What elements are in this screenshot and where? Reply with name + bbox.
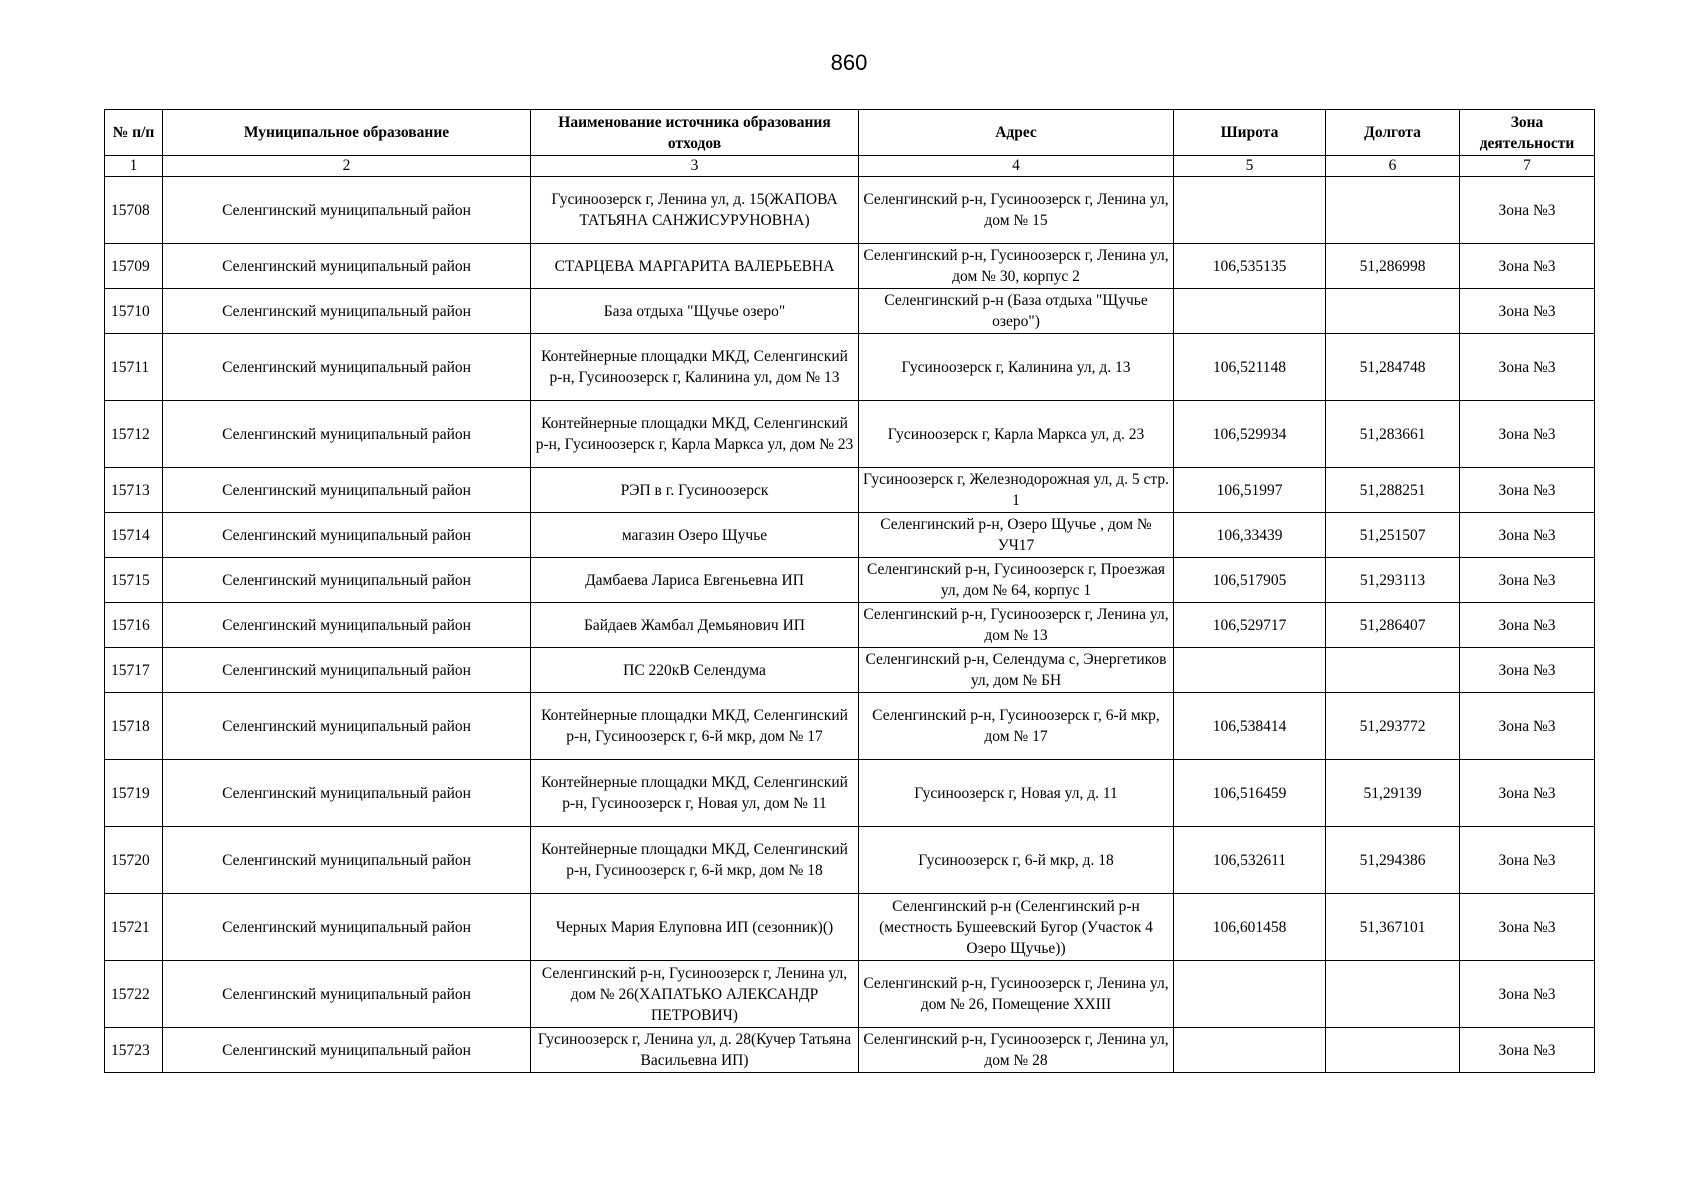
municipality-cell: Селенгинский муниципальный район (163, 961, 531, 1028)
longitude-cell: 51,286407 (1326, 603, 1460, 648)
source-cell: База отдыха "Щучье озеро" (531, 289, 859, 334)
row-number-cell: 15719 (105, 760, 163, 827)
municipality-cell: Селенгинский муниципальный район (163, 693, 531, 760)
address-cell: Гусиноозерск г, Калинина ул, д. 13 (859, 334, 1174, 401)
source-cell: Черных Мария Елуповна ИП (сезонник)() (531, 894, 859, 961)
latitude-cell (1174, 1028, 1326, 1073)
zone-cell: Зона №3 (1460, 177, 1595, 244)
row-number-cell: 15723 (105, 1028, 163, 1073)
source-cell: Селенгинский р-н, Гусиноозерск г, Ленина ул, дом № 26(ХАПАТЬКО АЛЕКСАНДР ПЕТРОВИЧ) (531, 961, 859, 1028)
table-row (105, 603, 1595, 648)
page-number: 860 (830, 50, 868, 75)
zone-cell: Зона №3 (1460, 648, 1595, 693)
municipality-cell: Селенгинский муниципальный район (163, 401, 531, 468)
waste-sources-table (104, 109, 1595, 1073)
col-header-number: № п/п (105, 110, 163, 156)
source-cell: Гусиноозерск г, Ленина ул, д. 15(ЖАПОВА ТАТЬЯНА САНЖИСУРУНОВНА) (531, 177, 859, 244)
table-row (105, 1028, 1595, 1073)
municipality-cell: Селенгинский муниципальный район (163, 513, 531, 558)
address-cell: Селенгинский р-н, Гусиноозерск г, Ленина ул, дом № 26, Помещение XXIII (859, 961, 1174, 1028)
col-header-source: Наименование источника образования отходов (531, 110, 859, 156)
municipality-cell: Селенгинский муниципальный район (163, 177, 531, 244)
zone-cell: Зона №3 (1460, 468, 1595, 513)
zone-cell: Зона №3 (1460, 289, 1595, 334)
source-cell: Контейнерные площадки МКД, Селенгинский р-н, Гусиноозерск г, Калинина ул, дом № 13 (531, 334, 859, 401)
column-number: 7 (1460, 156, 1595, 177)
address-cell: Селенгинский р-н (База отдыха "Щучье озеро") (859, 289, 1174, 334)
row-number-cell: 15709 (105, 244, 163, 289)
table-row (105, 760, 1595, 827)
address-cell: Гусиноозерск г, 6-й мкр, д. 18 (859, 827, 1174, 894)
zone-cell: Зона №3 (1460, 513, 1595, 558)
longitude-cell: 51,29139 (1326, 760, 1460, 827)
address-cell: Селенгинский р-н, Гусиноозерск г, Проезжая ул, дом № 64, корпус 1 (859, 558, 1174, 603)
zone-cell: Зона №3 (1460, 827, 1595, 894)
zone-cell: Зона №3 (1460, 334, 1595, 401)
row-number-cell: 15717 (105, 648, 163, 693)
table-row (105, 961, 1595, 1028)
source-cell: РЭП в г. Гусиноозерск (531, 468, 859, 513)
latitude-cell (1174, 648, 1326, 693)
zone-cell: Зона №3 (1460, 603, 1595, 648)
source-cell: ПС 220кВ Селендума (531, 648, 859, 693)
address-cell: Селенгинский р-н, Гусиноозерск г, Ленина ул, дом № 15 (859, 177, 1174, 244)
municipality-cell: Селенгинский муниципальный район (163, 289, 531, 334)
table-row (105, 558, 1595, 603)
column-number: 2 (163, 156, 531, 177)
latitude-cell: 106,532611 (1174, 827, 1326, 894)
source-cell: СТАРЦЕВА МАРГАРИТА ВАЛЕРЬЕВНА (531, 244, 859, 289)
municipality-cell: Селенгинский муниципальный район (163, 334, 531, 401)
zone-cell: Зона №3 (1460, 558, 1595, 603)
address-cell: Селенгинский р-н, Гусиноозерск г, Ленина ул, дом № 13 (859, 603, 1174, 648)
row-number-cell: 15712 (105, 401, 163, 468)
longitude-cell: 51,284748 (1326, 334, 1460, 401)
address-cell: Селенгинский р-н, Гусиноозерск г, 6-й мкр, дом № 17 (859, 693, 1174, 760)
latitude-cell: 106,535135 (1174, 244, 1326, 289)
column-number-row (105, 156, 1595, 177)
address-cell: Селенгинский р-н, Гусиноозерск г, Ленина ул, дом № 30, корпус 2 (859, 244, 1174, 289)
column-number: 1 (105, 156, 163, 177)
municipality-cell: Селенгинский муниципальный район (163, 468, 531, 513)
row-number-cell: 15708 (105, 177, 163, 244)
municipality-cell: Селенгинский муниципальный район (163, 894, 531, 961)
header-row (105, 110, 1595, 156)
row-number-cell: 15716 (105, 603, 163, 648)
latitude-cell: 106,521148 (1174, 334, 1326, 401)
table-row (105, 894, 1595, 961)
table-row (105, 468, 1595, 513)
zone-cell: Зона №3 (1460, 401, 1595, 468)
col-header-longitude: Долгота (1326, 110, 1460, 156)
longitude-cell (1326, 648, 1460, 693)
municipality-cell: Селенгинский муниципальный район (163, 244, 531, 289)
latitude-cell (1174, 961, 1326, 1028)
column-number: 6 (1326, 156, 1460, 177)
longitude-cell (1326, 177, 1460, 244)
table-row (105, 334, 1595, 401)
source-cell: Контейнерные площадки МКД, Селенгинский р-н, Гусиноозерск г, Новая ул, дом № 11 (531, 760, 859, 827)
source-cell: магазин Озеро Щучье (531, 513, 859, 558)
source-cell: Байдаев Жамбал Демьянович ИП (531, 603, 859, 648)
table-row (105, 648, 1595, 693)
source-cell: Контейнерные площадки МКД, Селенгинский р-н, Гусиноозерск г, 6-й мкр, дом № 17 (531, 693, 859, 760)
longitude-cell: 51,283661 (1326, 401, 1460, 468)
latitude-cell: 106,33439 (1174, 513, 1326, 558)
latitude-cell: 106,51997 (1174, 468, 1326, 513)
zone-cell: Зона №3 (1460, 244, 1595, 289)
longitude-cell (1326, 961, 1460, 1028)
table-row (105, 289, 1595, 334)
source-cell: Контейнерные площадки МКД, Селенгинский р-н, Гусиноозерск г, 6-й мкр, дом № 18 (531, 827, 859, 894)
table-row (105, 177, 1595, 244)
longitude-cell: 51,251507 (1326, 513, 1460, 558)
address-cell: Селенгинский р-н, Озеро Щучье , дом № УЧ17 (859, 513, 1174, 558)
zone-cell: Зона №3 (1460, 1028, 1595, 1073)
latitude-cell: 106,517905 (1174, 558, 1326, 603)
zone-cell: Зона №3 (1460, 961, 1595, 1028)
row-number-cell: 15718 (105, 693, 163, 760)
source-cell: Гусиноозерск г, Ленина ул, д. 28(Кучер Татьяна Васильевна ИП) (531, 1028, 859, 1073)
table-row (105, 693, 1595, 760)
col-header-address: Адрес (859, 110, 1174, 156)
column-number: 4 (859, 156, 1174, 177)
latitude-cell: 106,529717 (1174, 603, 1326, 648)
zone-cell: Зона №3 (1460, 693, 1595, 760)
row-number-cell: 15711 (105, 334, 163, 401)
address-cell: Гусиноозерск г, Железнодорожная ул, д. 5 стр. 1 (859, 468, 1174, 513)
column-number: 3 (531, 156, 859, 177)
col-header-latitude: Широта (1174, 110, 1326, 156)
latitude-cell (1174, 289, 1326, 334)
address-cell: Селенгинский р-н (Селенгинский р-н (местность Бушеевский Бугор (Участок 4 Озеро Щучье)) (859, 894, 1174, 961)
longitude-cell: 51,294386 (1326, 827, 1460, 894)
row-number-cell: 15715 (105, 558, 163, 603)
source-cell: Контейнерные площадки МКД, Селенгинский р-н, Гусиноозерск г, Карла Маркса ул, дом № 23 (531, 401, 859, 468)
longitude-cell: 51,286998 (1326, 244, 1460, 289)
table-row (105, 401, 1595, 468)
source-cell: Дамбаева Лариса Евгеньевна ИП (531, 558, 859, 603)
latitude-cell (1174, 177, 1326, 244)
table-row (105, 244, 1595, 289)
municipality-cell: Селенгинский муниципальный район (163, 603, 531, 648)
address-cell: Гусиноозерск г, Карла Маркса ул, д. 23 (859, 401, 1174, 468)
row-number-cell: 15722 (105, 961, 163, 1028)
address-cell: Гусиноозерск г, Новая ул, д. 11 (859, 760, 1174, 827)
zone-cell: Зона №3 (1460, 894, 1595, 961)
row-number-cell: 15714 (105, 513, 163, 558)
latitude-cell: 106,529934 (1174, 401, 1326, 468)
col-header-municipality: Муниципальное образование (163, 110, 531, 156)
municipality-cell: Селенгинский муниципальный район (163, 827, 531, 894)
address-cell: Селенгинский р-н, Селендума с, Энергетиков ул, дом № БН (859, 648, 1174, 693)
longitude-cell: 51,293772 (1326, 693, 1460, 760)
latitude-cell: 106,601458 (1174, 894, 1326, 961)
longitude-cell: 51,293113 (1326, 558, 1460, 603)
longitude-cell (1326, 289, 1460, 334)
row-number-cell: 15720 (105, 827, 163, 894)
table-row (105, 513, 1595, 558)
longitude-cell (1326, 1028, 1460, 1073)
row-number-cell: 15721 (105, 894, 163, 961)
latitude-cell: 106,538414 (1174, 693, 1326, 760)
municipality-cell: Селенгинский муниципальный район (163, 760, 531, 827)
longitude-cell: 51,288251 (1326, 468, 1460, 513)
column-number: 5 (1174, 156, 1326, 177)
col-header-zone: Зона деятельности (1460, 110, 1595, 156)
latitude-cell: 106,516459 (1174, 760, 1326, 827)
zone-cell: Зона №3 (1460, 760, 1595, 827)
municipality-cell: Селенгинский муниципальный район (163, 558, 531, 603)
row-number-cell: 15710 (105, 289, 163, 334)
municipality-cell: Селенгинский муниципальный район (163, 1028, 531, 1073)
municipality-cell: Селенгинский муниципальный район (163, 648, 531, 693)
longitude-cell: 51,367101 (1326, 894, 1460, 961)
table-row (105, 827, 1595, 894)
address-cell: Селенгинский р-н, Гусиноозерск г, Ленина ул, дом № 28 (859, 1028, 1174, 1073)
row-number-cell: 15713 (105, 468, 163, 513)
